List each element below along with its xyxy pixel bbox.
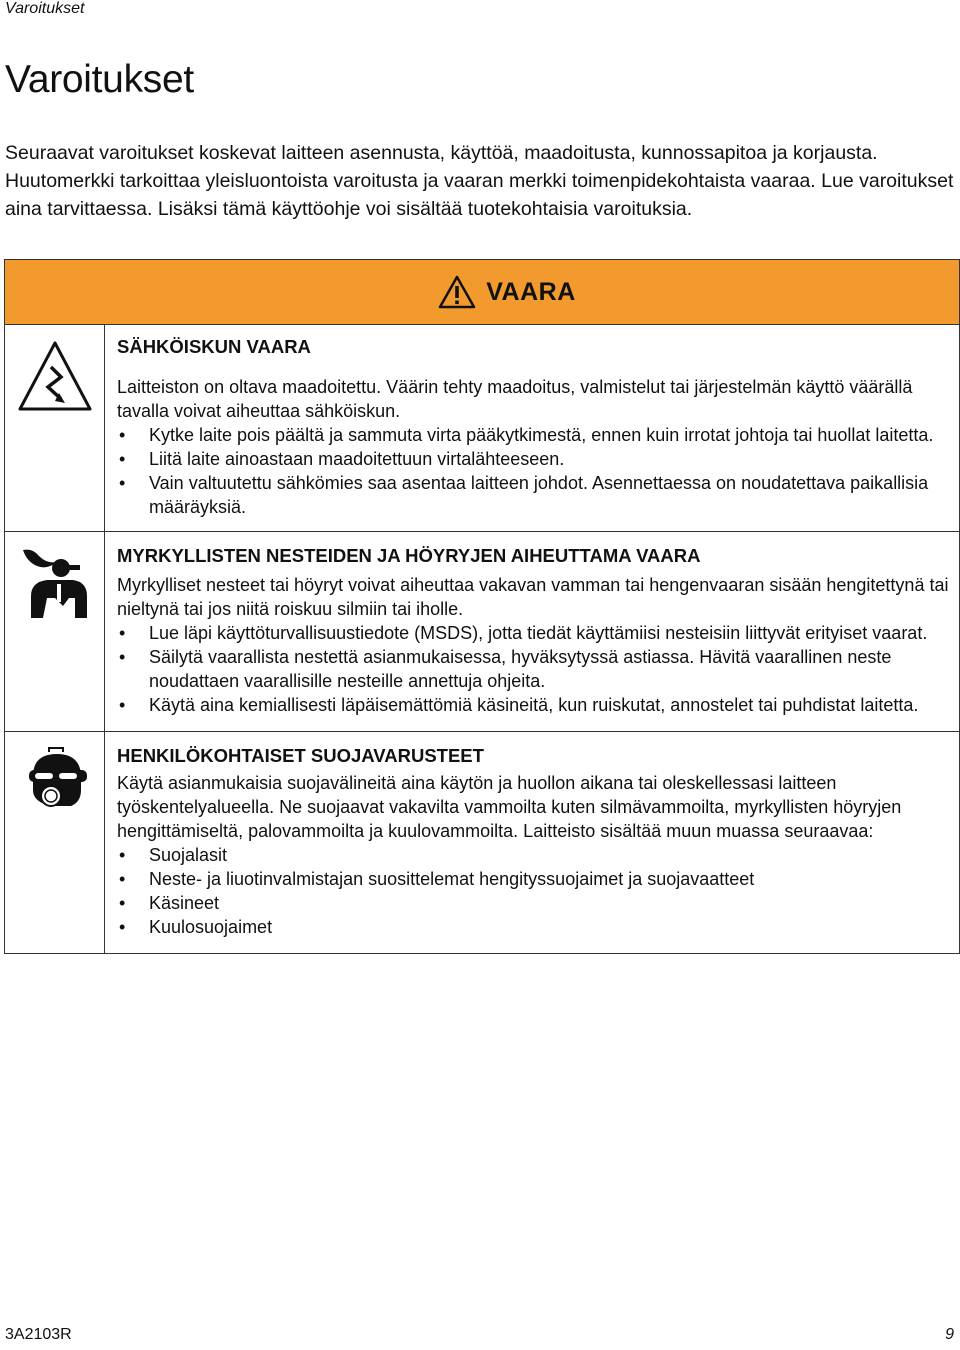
section-title: SÄHKÖISKUN VAARA bbox=[117, 336, 311, 357]
section-body: Käytä asianmukaisia suojavälineitä aina käytön ja huollon aikana tai oleskellessasi laitteen työskentelyalueella. Ne suojaavat vakavilta vammoilta kuten silmävammoilta, myrkyllisten höyryjen hengittämiseltä, palovammoilta ja kuulovammoilta. Laitteisto sisältää muun muassa seuraavaa: bbox=[117, 773, 902, 841]
list-item: • Kytke laite pois päältä ja sammuta virta pääkytkimestä, ennen kuin irrotat johtoja tai huollat laitetta. bbox=[117, 423, 949, 447]
list-item: • Käsineet bbox=[117, 891, 949, 915]
warning-row-ppe bbox=[5, 731, 959, 953]
icon-cell bbox=[5, 325, 105, 531]
intro-paragraph: Seuraavat varoitukset koskevat laitteen asennusta, käyttöä, maadoitusta, kunnossapitoa ja korjausta. Huutomerkki tarkoittaa yleisluontoista varoitusta ja vaaran merkki toimenpidekohtaista vaaraa. Lue varoitukset aina tarvittaessa. Lisäksi tämä käyttöohje voi sisältää tuotekohtaisia varoituksia. bbox=[5, 142, 954, 220]
list-item: • Käytä aina kemiallisesti läpäisemättömiä käsineitä, kun ruiskutat, annostelet tai puhdistat laitetta. bbox=[117, 693, 949, 717]
page-number: 9 bbox=[945, 1326, 954, 1343]
warning-text-ppe bbox=[105, 732, 959, 953]
list-item: • Kuulosuojaimet bbox=[117, 915, 949, 939]
section-title: HENKILÖKOHTAISET SUOJAVARUSTEET bbox=[117, 745, 484, 766]
warning-text-toxic bbox=[105, 532, 959, 731]
electric-shock-icon bbox=[15, 337, 95, 417]
list-item: • Neste- ja liuotinvalmistajan suosittelemat hengityssuojaimet ja suojavaatteet bbox=[117, 867, 949, 891]
section-body: Laitteiston on oltava maadoitettu. Väärin tehty maadoitus, valmistelut tai järjestelmän käyttö väärällä tavalla voivat aiheuttaa sähköiskun. bbox=[117, 377, 913, 421]
icon-cell bbox=[5, 732, 105, 953]
running-header: Varoitukset bbox=[5, 0, 85, 17]
protective-equipment-icon bbox=[19, 746, 91, 818]
warning-table bbox=[4, 259, 960, 954]
list-item: • Lue läpi käyttöturvallisuustiedote (MSDS), jotta tiedät käyttämiisi nesteisiin liittyvät erityiset vaarat. bbox=[117, 621, 949, 645]
list-item: • Säilytä vaarallista nestettä asianmukaisessa, hyväksytyssä astiassa. Hävitä vaarallinen neste noudattaen vaarallisille nesteille annettuja ohjeita. bbox=[117, 645, 949, 693]
toxic-fumes-icon bbox=[17, 546, 93, 618]
list-item: • Liitä laite ainoastaan maadoitettuun virtalähteeseen. bbox=[117, 447, 949, 471]
section-body: Myrkylliset nesteet tai höyryt voivat aiheuttaa vakavan vamman tai hengenvaaran sisään hengitettynä tai nieltynä tai jos niitä roiskuu silmiin tai iholle. bbox=[117, 575, 949, 619]
list-item: • Suojalasit bbox=[117, 843, 949, 867]
warning-header-label: VAARA bbox=[486, 277, 576, 306]
bullet-list bbox=[117, 423, 949, 519]
section-title: MYRKYLLISTEN NESTEIDEN JA HÖYRYJEN AIHEUTTAMA VAARA bbox=[117, 545, 701, 566]
exclamation-triangle-icon bbox=[438, 275, 476, 309]
bullet-list bbox=[117, 621, 949, 717]
page-title: Varoitukset bbox=[5, 58, 194, 101]
list-item: • Vain valtuutettu sähkömies saa asentaa laitteen johdot. Asennettaessa on noudatettava paikallisia määräyksiä. bbox=[117, 471, 949, 519]
warning-text-electric bbox=[105, 325, 959, 531]
bullet-list bbox=[117, 843, 949, 939]
icon-cell bbox=[5, 532, 105, 731]
warning-header bbox=[5, 260, 959, 325]
document-number: 3A2103R bbox=[5, 1326, 72, 1343]
warning-row-toxic bbox=[5, 531, 959, 731]
warning-row-electric bbox=[5, 325, 959, 531]
